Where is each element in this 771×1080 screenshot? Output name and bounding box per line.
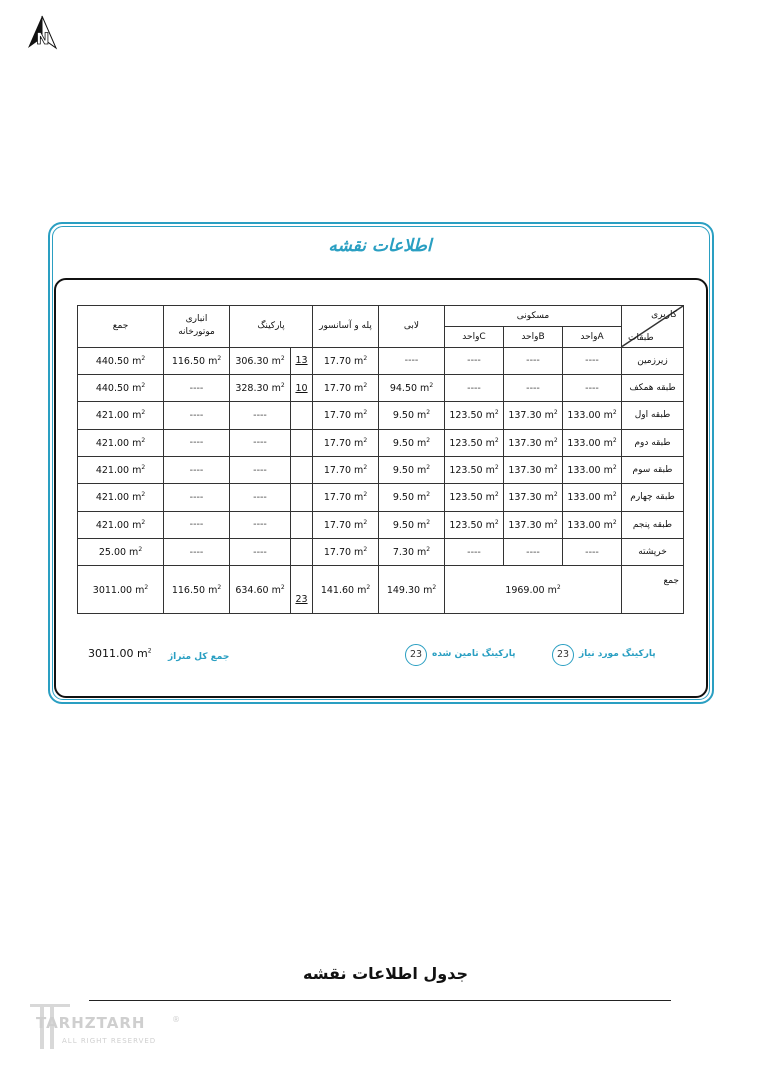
- cell-stairs: [313, 456, 379, 483]
- cell-unit-b: [504, 456, 563, 483]
- cell-unit-a: [563, 484, 622, 511]
- cell-unit-a: [563, 538, 622, 565]
- header-floors: طبقات: [628, 332, 654, 343]
- table-row: [78, 429, 684, 456]
- watermark-brand: TARHZTARH: [36, 1014, 146, 1032]
- cell-unit-c-text: 123.50 m: [449, 492, 495, 504]
- unit-superscript: 2: [363, 463, 368, 471]
- cell-parking: [230, 511, 291, 538]
- parking-provided-circle: 23: [405, 644, 427, 666]
- cell-total-text: 421.00 m: [95, 437, 142, 449]
- cell-stairs-text: 17.70 m: [323, 437, 364, 449]
- cell-unit-b: [504, 484, 563, 511]
- header-row-1: [78, 306, 684, 327]
- cell-stairs: [313, 347, 379, 374]
- header-parking: پارکینگ: [230, 306, 313, 348]
- cell-lobby: [379, 374, 445, 401]
- cell-lobby-text: 9.50 m: [392, 465, 427, 477]
- cell-parking-count-text: 10: [295, 382, 308, 394]
- cell-lobby: [379, 484, 445, 511]
- cell-lobby: [379, 347, 445, 374]
- cell-lobby: [379, 538, 445, 565]
- cell-lobby-text: 9.50 m: [392, 492, 427, 504]
- unit-superscript: 2: [217, 354, 222, 362]
- unit-superscript: 2: [494, 491, 499, 499]
- cell-unit-b-text: ----: [526, 382, 540, 394]
- cell-unit-a-text: ----: [585, 382, 599, 394]
- cell-parking-count: [291, 347, 313, 374]
- unit-superscript: 2: [363, 436, 368, 444]
- cell-storage: [164, 538, 230, 565]
- table-row: [78, 484, 684, 511]
- cell-unit-a: [563, 511, 622, 538]
- unit-superscript: 2: [141, 518, 146, 526]
- unit-superscript: 2: [363, 354, 368, 362]
- cell-unit-b: [504, 429, 563, 456]
- cell-unit-b: [504, 402, 563, 429]
- unit-superscript: 2: [363, 381, 368, 389]
- header-unit-c: واحدC: [445, 327, 504, 347]
- cell-total: [78, 347, 164, 374]
- cell-lobby: [379, 511, 445, 538]
- cell-storage: [164, 484, 230, 511]
- cell-floor: طبقه اول: [622, 402, 684, 429]
- cell-parking-text: 328.30 m: [235, 383, 281, 395]
- table-row: [78, 374, 684, 401]
- sum-total-text: 3011.00 m: [92, 584, 145, 596]
- cell-unit-b-text: ----: [526, 355, 540, 367]
- unit-superscript: 2: [141, 381, 146, 389]
- cell-total: [78, 374, 164, 401]
- unit-superscript: 2: [426, 491, 431, 499]
- cell-storage: [164, 402, 230, 429]
- page-caption: جدول اطلاعات نقشه: [303, 964, 468, 983]
- cell-floor: طبقه چهارم: [622, 484, 684, 511]
- cell-unit-c: [445, 456, 504, 483]
- unit-superscript: 2: [432, 583, 437, 591]
- cell-stairs: [313, 484, 379, 511]
- cell-floor: طبقه سوم: [622, 456, 684, 483]
- cell-parking-count: [291, 374, 313, 401]
- cell-parking-count: [291, 429, 313, 456]
- header-stairs: پله و آسانسور: [313, 306, 379, 348]
- header-storage: انباری موتورخانه: [164, 306, 230, 348]
- sum-label: جمع: [622, 566, 684, 614]
- cell-unit-a-text: 133.00 m: [567, 465, 613, 477]
- cell-parking-count-text: 13: [295, 355, 308, 367]
- cell-unit-c-text: ----: [467, 355, 481, 367]
- cell-parking-text: ----: [253, 464, 267, 476]
- cell-total: [78, 402, 164, 429]
- cell-storage-text: ----: [189, 491, 204, 503]
- unit-superscript: 2: [217, 583, 222, 591]
- cell-floor: طبقه همکف: [622, 374, 684, 401]
- unit-superscript: 2: [138, 546, 143, 554]
- unit-superscript: 2: [612, 436, 617, 444]
- cell-lobby: [379, 456, 445, 483]
- cell-lobby-text: 9.50 m: [392, 437, 427, 449]
- cell-stairs-text: 17.70 m: [323, 465, 364, 477]
- cell-total: [78, 484, 164, 511]
- cell-unit-c-text: ----: [467, 382, 481, 394]
- footer-total-value: 3011.00 $m^2$: [88, 647, 152, 660]
- table-row: [78, 402, 684, 429]
- cell-stairs-text: 17.70 m: [323, 492, 364, 504]
- cell-unit-a: [563, 374, 622, 401]
- unit-superscript: 2: [494, 409, 499, 417]
- cell-unit-b-text: 137.30 m: [508, 437, 554, 449]
- header-residential: مسکونی: [445, 306, 622, 327]
- sum-lobby: [379, 566, 445, 614]
- cell-parking-count: [291, 538, 313, 565]
- cell-unit-c: [445, 511, 504, 538]
- cell-storage: [164, 374, 230, 401]
- cell-parking: [230, 484, 291, 511]
- sum-residential-text: 1969.00 m: [505, 584, 557, 596]
- cell-total-text: 440.50 m: [95, 383, 142, 395]
- cell-unit-c-text: 123.50 m: [449, 437, 495, 449]
- cell-parking-text: ----: [253, 519, 267, 531]
- unit-superscript: 2: [612, 409, 617, 417]
- cell-lobby-text: 9.50 m: [392, 410, 427, 422]
- cell-storage-text: 116.50 m: [171, 355, 218, 367]
- unit-superscript: 2: [141, 436, 146, 444]
- cell-floor: طبقه پنجم: [622, 511, 684, 538]
- cell-parking-count: [291, 484, 313, 511]
- cell-total-text: 421.00 m: [95, 410, 142, 422]
- unit-superscript: 2: [612, 491, 617, 499]
- cell-unit-a: [563, 402, 622, 429]
- cell-parking: [230, 456, 291, 483]
- unit-superscript: 2: [494, 436, 499, 444]
- cell-unit-b: [504, 538, 563, 565]
- unit-superscript: 2: [553, 436, 558, 444]
- cell-parking-text: ----: [253, 409, 267, 421]
- cell-unit-a: [563, 456, 622, 483]
- unit-superscript: 2: [494, 463, 499, 471]
- cell-lobby-text: ----: [404, 355, 419, 367]
- cell-storage-text: ----: [189, 464, 204, 476]
- cell-parking-text: ----: [253, 437, 267, 449]
- unit-superscript: 2: [426, 518, 431, 526]
- cell-stairs-text: 17.70 m: [323, 410, 364, 422]
- parking-required-label: پارکینگ مورد نیاز: [579, 649, 656, 659]
- cell-parking-count: [291, 456, 313, 483]
- unit-superscript: 2: [494, 518, 499, 526]
- cell-total-text: 421.00 m: [95, 465, 142, 477]
- cell-lobby: [379, 402, 445, 429]
- cell-unit-c-text: 123.50 m: [449, 465, 495, 477]
- cell-stairs: [313, 402, 379, 429]
- map-info-table: [77, 305, 684, 614]
- cell-parking-text: ----: [253, 491, 267, 503]
- sum-parking-text: 634.60 m: [235, 584, 281, 596]
- cell-total: [78, 429, 164, 456]
- cell-unit-b: [504, 511, 563, 538]
- sum-parking: [230, 566, 291, 614]
- unit-superscript: 2: [426, 463, 431, 471]
- cell-total-text: 421.00 m: [95, 519, 142, 531]
- sum-lobby-text: 149.30 m: [386, 584, 433, 596]
- cell-stairs-text: 17.70 m: [323, 547, 364, 559]
- unit-superscript: 2: [553, 518, 558, 526]
- cell-unit-a-text: ----: [585, 355, 599, 367]
- cell-stairs: [313, 374, 379, 401]
- cell-total: [78, 456, 164, 483]
- unit-superscript: 2: [141, 354, 146, 362]
- sum-storage-text: 116.50 m: [171, 584, 218, 596]
- unit-superscript: 2: [426, 436, 431, 444]
- unit-superscript: 2: [141, 463, 146, 471]
- footer-total-label: جمع کل متراژ: [168, 652, 230, 662]
- unit-superscript: 2: [141, 491, 146, 499]
- table-row: [78, 347, 684, 374]
- sum-parking-count-text: 23: [295, 594, 308, 605]
- cell-unit-c: [445, 374, 504, 401]
- cell-unit-b-text: 137.30 m: [508, 410, 554, 422]
- cell-unit-c: [445, 484, 504, 511]
- cell-storage-text: ----: [189, 519, 204, 531]
- cell-unit-a-text: ----: [585, 546, 599, 558]
- header-usage-floors: [622, 306, 684, 348]
- unit-superscript: 2: [612, 518, 617, 526]
- cell-total-text: 440.50 m: [95, 355, 142, 367]
- cell-unit-b-text: 137.30 m: [508, 465, 554, 477]
- cell-stairs-text: 17.70 m: [323, 383, 364, 395]
- frame-title: اطلاعات نقشه: [328, 236, 432, 256]
- cell-parking: [230, 402, 291, 429]
- cell-unit-c: [445, 429, 504, 456]
- cell-unit-b: [504, 347, 563, 374]
- watermark-registered: ®: [172, 1015, 180, 1024]
- cell-parking: [230, 538, 291, 565]
- caption-rule: [89, 1000, 671, 1001]
- cell-unit-c: [445, 538, 504, 565]
- unit-superscript: 2: [280, 583, 285, 591]
- cell-storage-text: ----: [189, 409, 204, 421]
- cell-parking: [230, 429, 291, 456]
- cell-unit-a: [563, 347, 622, 374]
- unit-superscript: 2: [553, 409, 558, 417]
- cell-unit-b-text: 137.30 m: [508, 492, 554, 504]
- cell-storage-text: ----: [189, 546, 204, 558]
- cell-lobby-text: 9.50 m: [392, 519, 427, 531]
- unit-superscript: 2: [280, 381, 285, 389]
- cell-storage: [164, 511, 230, 538]
- cell-lobby-text: 94.50 m: [389, 383, 430, 395]
- cell-unit-b-text: ----: [526, 546, 540, 558]
- cell-stairs: [313, 429, 379, 456]
- cell-unit-c-text: ----: [467, 546, 481, 558]
- unit-superscript: 2: [280, 354, 285, 362]
- unit-superscript: 2: [553, 463, 558, 471]
- header-unit-b: واحدB: [504, 327, 563, 347]
- sum-parking-count: [291, 566, 313, 614]
- unit-superscript: 2: [363, 491, 368, 499]
- cell-unit-b: [504, 374, 563, 401]
- cell-storage: [164, 429, 230, 456]
- watermark-sub: ALL RIGHT RESERVED: [62, 1037, 157, 1045]
- cell-floor: طبقه دوم: [622, 429, 684, 456]
- unit-superscript: 2: [612, 463, 617, 471]
- sum-total: [78, 566, 164, 614]
- cell-unit-c-text: 123.50 m: [449, 410, 495, 422]
- unit-superscript: 2: [429, 381, 434, 389]
- header-unit-a: واحدA: [563, 327, 622, 347]
- header-lobby: لابی: [379, 306, 445, 348]
- unit-superscript: 2: [556, 583, 561, 591]
- cell-parking-text: 306.30 m: [235, 355, 281, 367]
- cell-storage: [164, 347, 230, 374]
- north-arrow-icon: [24, 14, 64, 52]
- unit-superscript: 2: [366, 583, 371, 591]
- cell-unit-a-text: 133.00 m: [567, 492, 613, 504]
- parking-required-circle: 23: [552, 644, 574, 666]
- cell-total-text: 25.00 m: [98, 547, 139, 559]
- cell-total: [78, 511, 164, 538]
- table-row: [78, 511, 684, 538]
- unit-superscript: 2: [426, 546, 431, 554]
- cell-storage-text: ----: [189, 437, 204, 449]
- cell-lobby: [379, 429, 445, 456]
- sum-storage: [164, 566, 230, 614]
- cell-unit-a-text: 133.00 m: [567, 410, 613, 422]
- sum-stairs-text: 141.60 m: [320, 584, 367, 596]
- cell-stairs-text: 17.70 m: [323, 519, 364, 531]
- cell-stairs: [313, 538, 379, 565]
- svg-text:N: N: [36, 29, 50, 48]
- header-total: جمع: [78, 306, 164, 348]
- cell-stairs: [313, 511, 379, 538]
- cell-stairs-text: 17.70 m: [323, 355, 364, 367]
- cell-storage-text: ----: [189, 382, 204, 394]
- cell-parking-count: [291, 402, 313, 429]
- cell-floor: زیرزمین: [622, 347, 684, 374]
- parking-provided-label: پارکینگ تامین شده: [432, 649, 516, 659]
- cell-unit-a: [563, 429, 622, 456]
- cell-unit-a-text: 133.00 m: [567, 519, 613, 531]
- cell-parking: [230, 347, 291, 374]
- table-sum-row: [78, 566, 684, 614]
- unit-superscript: 2: [141, 409, 146, 417]
- cell-storage: [164, 456, 230, 483]
- sum-residential: [445, 566, 622, 614]
- cell-parking: [230, 374, 291, 401]
- unit-superscript: 2: [144, 583, 149, 591]
- cell-parking-count: [291, 511, 313, 538]
- unit-superscript: 2: [426, 409, 431, 417]
- table-row: [78, 538, 684, 565]
- sum-stairs: [313, 566, 379, 614]
- cell-unit-a-text: 133.00 m: [567, 437, 613, 449]
- cell-unit-c-text: 123.50 m: [449, 519, 495, 531]
- table-row: [78, 456, 684, 483]
- cell-floor: خرپشته: [622, 538, 684, 565]
- unit-superscript: 2: [363, 518, 368, 526]
- cell-unit-c: [445, 402, 504, 429]
- unit-superscript: 2: [363, 546, 368, 554]
- cell-lobby-text: 7.30 m: [392, 547, 427, 559]
- unit-superscript: 2: [553, 491, 558, 499]
- cell-total: [78, 538, 164, 565]
- header-usage: کاربری: [651, 310, 677, 320]
- cell-parking-text: ----: [253, 546, 267, 558]
- cell-unit-b-text: 137.30 m: [508, 519, 554, 531]
- cell-unit-c: [445, 347, 504, 374]
- unit-superscript: 2: [363, 409, 368, 417]
- cell-total-text: 421.00 m: [95, 492, 142, 504]
